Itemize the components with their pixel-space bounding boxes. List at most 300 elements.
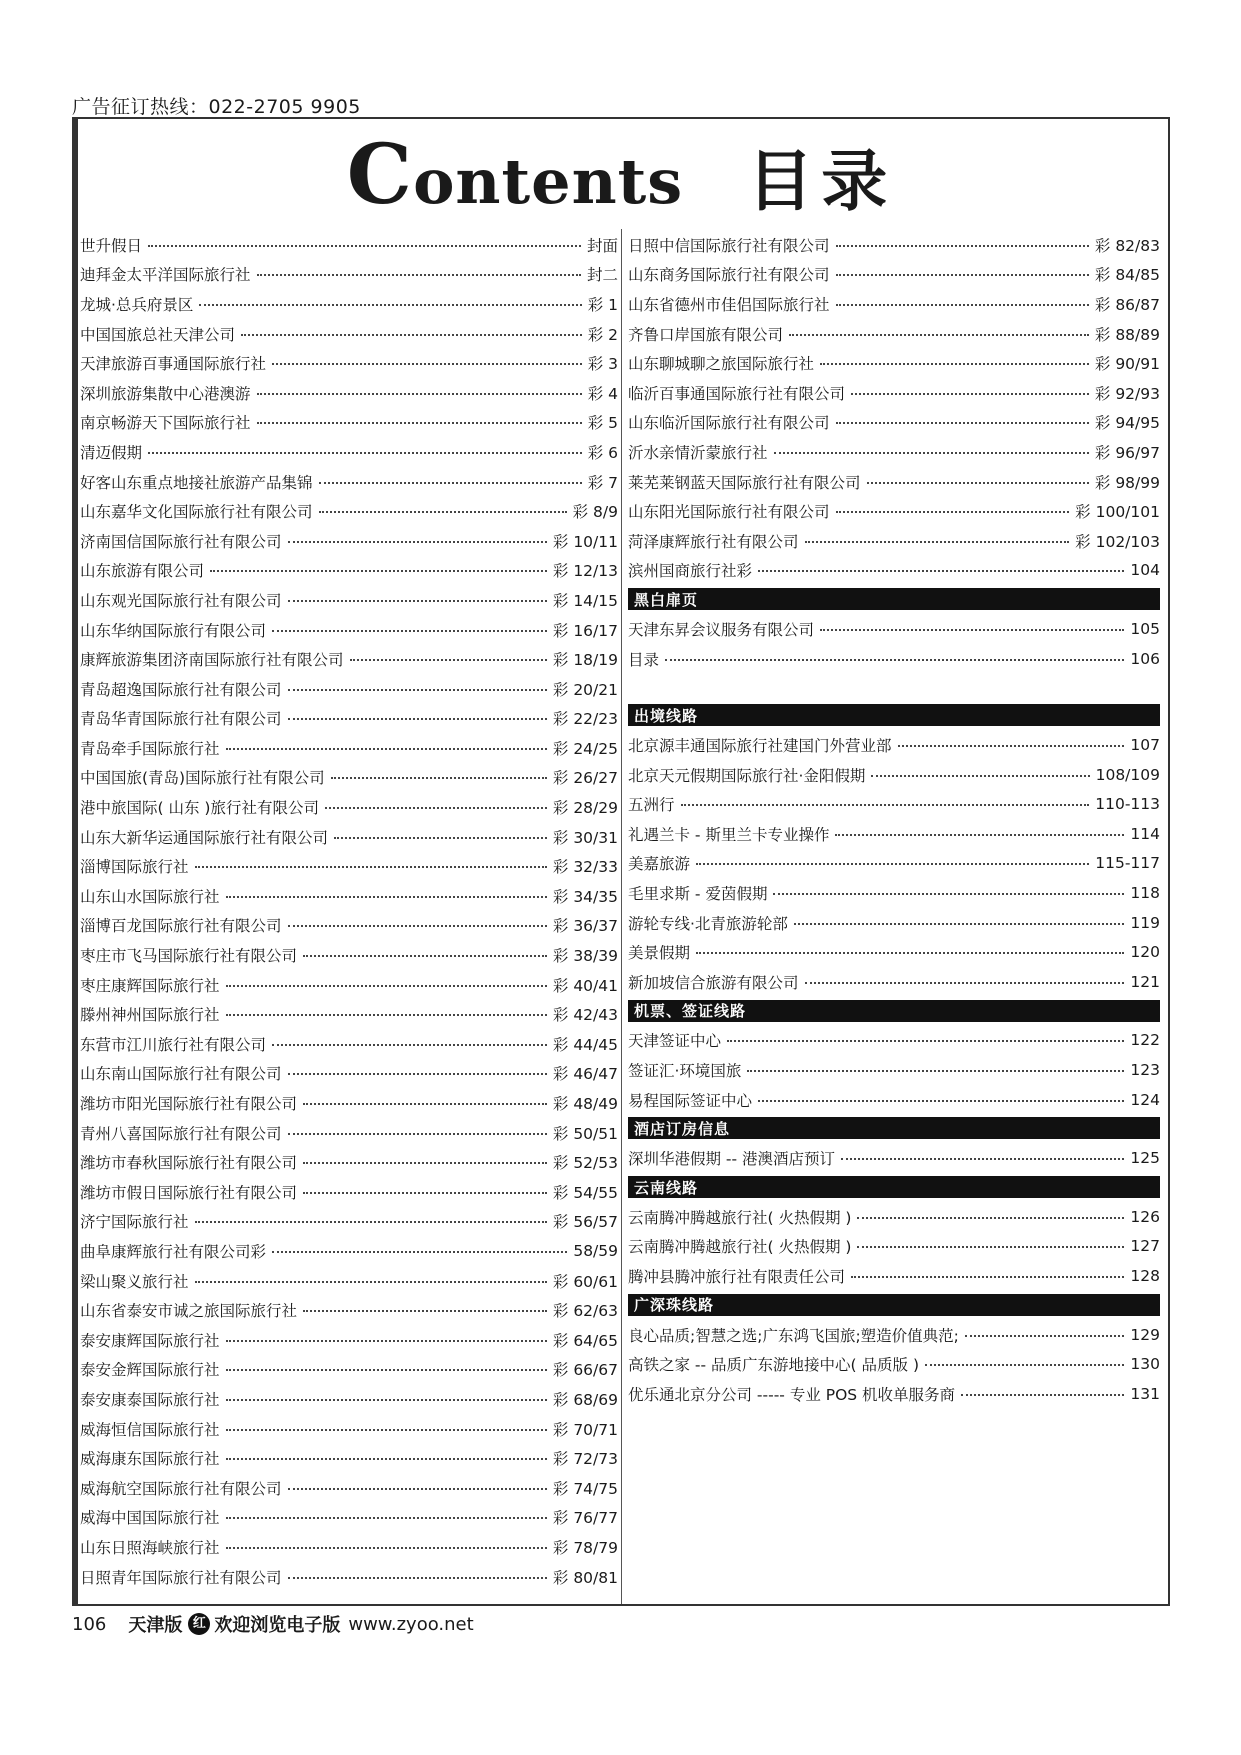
dot-leader	[805, 541, 1070, 543]
dot-leader	[272, 1044, 547, 1046]
dot-leader	[210, 570, 547, 572]
toc-entry[interactable]	[80, 289, 618, 319]
toc-entry[interactable]	[628, 644, 1160, 674]
toc-entry-page: 彩 46/47	[552, 1065, 618, 1084]
toc-entry-page: 120	[1130, 943, 1160, 962]
toc-entry-page: 彩 7	[587, 473, 618, 492]
toc-entry-page: 128	[1130, 1267, 1160, 1286]
toc-entry-title: 山东观光国际旅行社有限公司	[80, 591, 282, 610]
toc-entry-title: 山东大新华运通国际旅行社有限公司	[80, 828, 329, 847]
toc-entry-title: 云南腾冲腾越旅行社( 火热假期 )	[628, 1238, 852, 1257]
dot-leader	[836, 274, 1089, 276]
toc-entry-page: 131	[1130, 1384, 1160, 1403]
dot-leader	[841, 1158, 1124, 1160]
toc-entry-title: 济宁国际旅行社	[80, 1213, 189, 1232]
toc-entry[interactable]	[628, 408, 1160, 438]
toc-entry-title: 迪拜金太平洋国际旅行社	[80, 266, 251, 285]
toc-entry[interactable]	[628, 260, 1160, 290]
toc-entry[interactable]	[628, 1026, 1160, 1056]
toc-entry-title: 滨州国商旅行社彩	[628, 562, 753, 581]
toc-entry-title: 山东阳光国际旅行社有限公司	[628, 503, 830, 522]
dot-leader	[727, 1040, 1124, 1042]
toc-entry[interactable]	[80, 911, 618, 941]
toc-entry-page: 彩 1	[587, 295, 618, 314]
toc-entry-title: 威海航空国际旅行社有限公司	[80, 1479, 282, 1498]
toc-entry-title: 山东旅游有限公司	[80, 562, 205, 581]
page-footer	[72, 1611, 474, 1637]
dot-leader	[331, 777, 547, 779]
toc-entry-title: 泰安金辉国际旅行社	[80, 1361, 220, 1380]
toc-entry[interactable]	[628, 937, 1160, 967]
toc-entry[interactable]	[80, 822, 618, 852]
dot-leader	[789, 334, 1089, 336]
dot-leader	[288, 689, 547, 691]
toc-entry[interactable]	[628, 289, 1160, 319]
toc-entry-page: 彩 96/97	[1094, 443, 1160, 462]
toc-entry[interactable]	[628, 467, 1160, 497]
toc-entry-page: 彩 80/81	[552, 1568, 618, 1587]
toc-entry-title: 青岛华青国际旅行社有限公司	[80, 710, 282, 729]
toc-entry-title: 齐鲁口岸国旅有限公司	[628, 325, 784, 344]
toc-entry-page: 彩 76/77	[552, 1509, 618, 1528]
toc-entry-title: 临沂百事通国际旅行社有限公司	[628, 384, 846, 403]
toc-entry-title: 山东山水国际旅行社	[80, 887, 220, 906]
dot-leader	[226, 748, 547, 750]
toc-entry-title: 济南国信国际旅行社有限公司	[80, 532, 282, 551]
toc-entry[interactable]	[80, 704, 618, 734]
toc-entry[interactable]	[80, 970, 618, 1000]
toc-entry-page: 彩 82/83	[1094, 236, 1160, 255]
dot-leader	[696, 952, 1124, 954]
toc-entry[interactable]	[80, 615, 618, 645]
dot-leader	[871, 775, 1089, 777]
toc-entry-page: 彩 34/35	[552, 887, 618, 906]
toc-entry-page: 彩 28/29	[552, 799, 618, 818]
toc-entry[interactable]	[80, 437, 618, 467]
toc-entry[interactable]	[80, 1147, 618, 1177]
dot-leader	[867, 482, 1089, 484]
toc-entry[interactable]	[80, 585, 618, 615]
dot-leader	[851, 1276, 1124, 1278]
toc-entry[interactable]	[80, 644, 618, 674]
toc-entry-title: 枣庄市飞马国际旅行社有限公司	[80, 947, 298, 966]
toc-entry-title: 潍坊市阳光国际旅行社有限公司	[80, 1095, 298, 1114]
toc-entry[interactable]	[80, 1266, 618, 1296]
dot-leader	[961, 1394, 1124, 1396]
toc-entry-page: 封面	[586, 236, 618, 255]
toc-entry-page: 彩 98/99	[1094, 473, 1160, 492]
dot-leader	[272, 630, 547, 632]
toc-entry-page: 彩 20/21	[552, 680, 618, 699]
toc-entry[interactable]	[80, 1325, 618, 1355]
dot-leader	[257, 393, 582, 395]
toc-entry-page: 彩 14/15	[552, 591, 618, 610]
dot-leader	[836, 245, 1089, 247]
toc-entry[interactable]	[628, 437, 1160, 467]
toc-entry-page: 彩 74/75	[552, 1479, 618, 1498]
toc-entry-page: 彩 26/27	[552, 769, 618, 788]
toc-entry[interactable]	[628, 348, 1160, 378]
toc-entry[interactable]	[80, 1059, 618, 1089]
toc-entry-page: 彩 48/49	[552, 1095, 618, 1114]
section-header: 广深珠线路	[628, 1294, 1160, 1316]
toc-entry-title: 威海中国国际旅行社	[80, 1509, 220, 1528]
toc-entry-title: 山东聊城聊之旅国际旅行社	[628, 355, 815, 374]
dot-leader	[288, 1073, 547, 1075]
toc-entry-page: 彩 54/55	[552, 1183, 618, 1202]
toc-entry[interactable]	[80, 881, 618, 911]
toc-entry-title: 青州八喜国际旅行社有限公司	[80, 1124, 282, 1143]
section-header: 黑白扉页	[628, 588, 1160, 610]
toc-entry-title: 高铁之家 -- 品质广东游地接中心( 品质版 )	[628, 1356, 919, 1375]
dot-leader	[681, 804, 1090, 806]
toc-entry-page: 彩 86/87	[1094, 295, 1160, 314]
toc-entry[interactable]	[80, 378, 618, 408]
toc-entry-page: 彩 60/61	[552, 1272, 618, 1291]
dot-leader	[350, 659, 547, 661]
toc-entry-page: 彩 18/19	[552, 651, 618, 670]
dot-leader	[303, 1103, 547, 1105]
toc-entry[interactable]	[80, 556, 618, 586]
toc-entry[interactable]	[80, 1118, 618, 1148]
dot-leader	[319, 482, 582, 484]
toc-entry-title: 泰安康泰国际旅行社	[80, 1390, 220, 1409]
dot-leader	[288, 1488, 547, 1490]
toc-entry[interactable]	[80, 733, 618, 763]
toc-entry-page: 105	[1130, 619, 1160, 638]
toc-entry[interactable]	[80, 1384, 618, 1414]
spacer	[628, 673, 1160, 701]
dot-leader	[857, 1246, 1124, 1248]
dot-leader	[241, 334, 582, 336]
toc-entry[interactable]	[628, 1143, 1160, 1173]
toc-entry[interactable]	[80, 1295, 618, 1325]
brand-logo-icon: 红	[188, 1613, 210, 1635]
toc-entry-title: 山东嘉华文化国际旅行社有限公司	[80, 503, 313, 522]
page-title	[74, 127, 1168, 223]
dot-leader	[226, 1399, 547, 1401]
toc-entry-title: 山东南山国际旅行社有限公司	[80, 1065, 282, 1084]
dot-leader	[257, 274, 581, 276]
toc-entry[interactable]	[628, 760, 1160, 790]
toc-entry[interactable]	[80, 1029, 618, 1059]
toc-entry-page: 彩 52/53	[552, 1154, 618, 1173]
toc-entry-page: 127	[1130, 1237, 1160, 1256]
section-header: 酒店订房信息	[628, 1117, 1160, 1139]
toc-entry[interactable]	[628, 1349, 1160, 1379]
toc-entry-title: 中国国旅总社天津公司	[80, 325, 236, 344]
toc-entry-page: 彩 88/89	[1094, 325, 1160, 344]
toc-entry-page: 彩 68/69	[552, 1390, 618, 1409]
toc-entry-title: 山东商务国际旅行社有限公司	[628, 266, 830, 285]
toc-entry-page: 114	[1130, 824, 1160, 843]
toc-entry-title: 莱芜莱钢蓝天国际旅行社有限公司	[628, 473, 861, 492]
toc-entry-page: 彩 66/67	[552, 1361, 618, 1380]
title-english: Contents	[346, 127, 684, 223]
dot-leader	[226, 1429, 547, 1431]
toc-entry-page: 129	[1130, 1325, 1160, 1344]
toc-entry[interactable]	[80, 1207, 618, 1237]
dot-leader	[226, 1547, 547, 1549]
toc-entry-page: 彩 100/101	[1075, 503, 1160, 522]
toc-entry-page: 彩 30/31	[552, 828, 618, 847]
page-number: 106	[72, 1613, 107, 1635]
dot-leader	[303, 1192, 547, 1194]
toc-entry-page: 彩 90/91	[1094, 355, 1160, 374]
dot-leader	[195, 866, 547, 868]
toc-entry[interactable]	[80, 1177, 618, 1207]
dot-leader	[148, 245, 581, 247]
toc-entry-page: 122	[1130, 1031, 1160, 1050]
dot-leader	[288, 600, 547, 602]
toc-entry-title: 山东华纳国际旅行有限公司	[80, 621, 267, 640]
toc-entry[interactable]	[80, 1088, 618, 1118]
dot-leader	[319, 511, 567, 513]
dot-leader	[226, 1369, 547, 1371]
toc-column-right	[628, 230, 1160, 1409]
dot-leader	[288, 925, 547, 927]
toc-entry[interactable]	[628, 967, 1160, 997]
toc-entry-title: 龙城·总兵府景区	[80, 295, 194, 314]
toc-entry-title: 礼遇兰卡 - 斯里兰卡专业操作	[628, 825, 830, 844]
dot-leader	[195, 1281, 547, 1283]
dot-leader	[696, 863, 1089, 865]
toc-entry-page: 彩 38/39	[552, 947, 618, 966]
toc-entry[interactable]	[80, 792, 618, 822]
toc-entry-title: 南京畅游天下国际旅行社	[80, 414, 251, 433]
toc-entry-title: 易程国际签证中心	[628, 1091, 753, 1110]
toc-entry-page: 彩 62/63	[552, 1302, 618, 1321]
dot-leader	[794, 923, 1124, 925]
section-header: 云南线路	[628, 1176, 1160, 1198]
title-chinese: 目录	[747, 142, 896, 220]
toc-entry[interactable]	[628, 1055, 1160, 1085]
column-divider	[621, 229, 622, 1604]
toc-entry[interactable]	[628, 819, 1160, 849]
toc-entry[interactable]	[80, 526, 618, 556]
toc-entry[interactable]	[628, 730, 1160, 760]
dot-leader	[303, 1310, 547, 1312]
toc-entry[interactable]	[80, 408, 618, 438]
toc-entry-page: 125	[1130, 1149, 1160, 1168]
toc-entry[interactable]	[628, 1085, 1160, 1115]
toc-entry-page: 彩 5	[587, 414, 618, 433]
dot-leader	[836, 422, 1089, 424]
dot-leader	[925, 1364, 1124, 1366]
toc-entry[interactable]	[628, 908, 1160, 938]
toc-entry[interactable]	[628, 1202, 1160, 1232]
toc-entry[interactable]	[80, 851, 618, 881]
dot-leader	[857, 1217, 1124, 1219]
dot-leader	[272, 1251, 567, 1253]
dot-leader	[226, 1517, 547, 1519]
toc-entry-title: 美景假期	[628, 944, 691, 963]
dot-leader	[851, 393, 1089, 395]
dot-leader	[288, 718, 547, 720]
toc-entry-title: 美嘉旅游	[628, 855, 691, 874]
toc-entry-title: 深圳旅游集散中心港澳游	[80, 384, 251, 403]
toc-entry-page: 彩 4	[587, 384, 618, 403]
toc-entry[interactable]	[80, 230, 618, 260]
toc-entry[interactable]	[628, 849, 1160, 879]
toc-entry-page: 彩 36/37	[552, 917, 618, 936]
toc-entry-page: 108/109	[1095, 765, 1160, 784]
toc-entry-page: 彩 40/41	[552, 976, 618, 995]
ad-hotline: 广告征订热线：022-2705 9905	[72, 96, 361, 118]
toc-entry-title: 威海恒信国际旅行社	[80, 1420, 220, 1439]
toc-entry[interactable]	[80, 1532, 618, 1562]
toc-entry[interactable]	[80, 467, 618, 497]
dot-leader	[758, 1100, 1124, 1102]
toc-entry-title: 菏泽康辉旅行社有限公司	[628, 532, 799, 551]
toc-entry-title: 中国国旅(青岛)国际旅行社有限公司	[80, 769, 325, 788]
dot-leader	[226, 985, 547, 987]
toc-entry[interactable]	[628, 878, 1160, 908]
toc-entry-page: 彩 42/43	[552, 1006, 618, 1025]
dot-leader	[199, 304, 581, 306]
dot-leader	[303, 955, 547, 957]
toc-entry[interactable]	[80, 1443, 618, 1473]
toc-entry-title: 日照青年国际旅行社有限公司	[80, 1568, 282, 1587]
toc-entry-title: 签证汇·环境国旅	[628, 1062, 742, 1081]
dot-leader	[820, 629, 1124, 631]
toc-entry[interactable]	[628, 556, 1160, 586]
dot-leader	[334, 837, 547, 839]
toc-entry-title: 新加坡信合旅游有限公司	[628, 973, 799, 992]
toc-entry-title: 目录	[628, 650, 660, 669]
toc-entry-title: 世升假日	[80, 236, 143, 255]
toc-entry-title: 山东省德州市佳侣国际旅行社	[628, 295, 830, 314]
toc-entry[interactable]	[80, 674, 618, 704]
toc-entry[interactable]	[80, 999, 618, 1029]
dot-leader	[272, 363, 582, 365]
toc-entry-page: 彩 2	[587, 325, 618, 344]
toc-entry[interactable]	[80, 260, 618, 290]
toc-entry[interactable]	[628, 319, 1160, 349]
toc-entry[interactable]	[80, 1473, 618, 1503]
toc-entry[interactable]	[80, 1562, 618, 1592]
toc-entry-page: 115-117	[1095, 854, 1160, 873]
toc-entry-title: 康辉旅游集团济南国际旅行社有限公司	[80, 651, 344, 670]
toc-entry-page: 彩 102/103	[1075, 532, 1160, 551]
contents-frame	[72, 117, 1170, 1606]
toc-entry[interactable]	[80, 319, 618, 349]
dot-leader	[226, 1340, 547, 1342]
toc-entry-page: 126	[1130, 1207, 1160, 1226]
toc-entry-title: 良心品质;智慧之选;广东鸿飞国旅;塑造价值典范;	[628, 1326, 959, 1345]
toc-entry-title: 泰安康辉国际旅行社	[80, 1331, 220, 1350]
toc-entry[interactable]	[628, 378, 1160, 408]
toc-entry-page: 58/59	[573, 1241, 618, 1260]
dot-leader	[898, 745, 1125, 747]
toc-entry[interactable]	[628, 230, 1160, 260]
toc-entry-page: 124	[1130, 1090, 1160, 1109]
dot-leader	[325, 807, 547, 809]
toc-entry-page: 彩 22/23	[552, 710, 618, 729]
toc-entry-page: 彩 32/33	[552, 858, 618, 877]
toc-entry-title: 天津东昇会议服务有限公司	[628, 620, 815, 639]
toc-entry[interactable]	[80, 348, 618, 378]
toc-entry-title: 梁山聚义旅行社	[80, 1272, 189, 1291]
toc-entry[interactable]	[628, 614, 1160, 644]
toc-entry-page: 119	[1130, 913, 1160, 932]
dot-leader	[965, 1335, 1125, 1337]
toc-entry-title: 曲阜康辉旅行社有限公司彩	[80, 1242, 267, 1261]
toc-entry-title: 云南腾冲腾越旅行社( 火热假期 )	[628, 1208, 852, 1227]
website-link[interactable]: www.zyoo.net	[348, 1613, 474, 1635]
toc-entry-title: 深圳华港假期 -- 港澳酒店预订	[628, 1150, 836, 1169]
toc-entry-page: 彩 24/25	[552, 739, 618, 758]
toc-entry[interactable]	[80, 763, 618, 793]
toc-entry-title: 港中旅国际( 山东 )旅行社有限公司	[80, 799, 319, 818]
toc-entry[interactable]	[628, 496, 1160, 526]
dot-leader	[805, 982, 1125, 984]
toc-entry-page: 彩 16/17	[552, 621, 618, 640]
toc-entry[interactable]	[628, 1232, 1160, 1262]
toc-entry-title: 潍坊市春秋国际旅行社有限公司	[80, 1154, 298, 1173]
toc-entry-page: 106	[1130, 649, 1160, 668]
dot-leader	[257, 422, 582, 424]
toc-entry[interactable]	[80, 496, 618, 526]
toc-entry-title: 腾冲县腾冲旅行社有限责任公司	[628, 1268, 846, 1287]
toc-entry-title: 淄博国际旅行社	[80, 858, 189, 877]
toc-entry-title: 好客山东重点地接社旅游产品集锦	[80, 473, 313, 492]
toc-entry[interactable]	[80, 1236, 618, 1266]
toc-entry-title: 淄博百龙国际旅行社有限公司	[80, 917, 282, 936]
toc-entry-page: 118	[1130, 884, 1160, 903]
toc-entry-page: 彩 72/73	[552, 1450, 618, 1469]
toc-entry[interactable]	[80, 1503, 618, 1533]
toc-entry-title: 滕州神州国际旅行社	[80, 1006, 220, 1025]
dot-leader	[835, 834, 1124, 836]
toc-entry[interactable]	[628, 526, 1160, 556]
toc-entry-title: 日照中信国际旅行社有限公司	[628, 236, 830, 255]
toc-entry[interactable]	[628, 790, 1160, 820]
toc-entry-page: 彩 12/13	[552, 562, 618, 581]
toc-entry-title: 潍坊市假日国际旅行社有限公司	[80, 1183, 298, 1202]
toc-entry-title: 北京源丰通国际旅行社建国门外营业部	[628, 737, 892, 756]
section-header: 机票、签证线路	[628, 1000, 1160, 1022]
toc-entry-page: 121	[1130, 972, 1160, 991]
toc-entry-title: 优乐通北京分公司 ----- 专业 POS 机收单服务商	[628, 1385, 956, 1404]
toc-entry-title: 毛里求斯 - 爱茵假期	[628, 885, 768, 904]
toc-entry[interactable]	[80, 940, 618, 970]
toc-entry-page: 110-113	[1095, 795, 1160, 814]
toc-entry-page: 104	[1130, 561, 1160, 580]
toc-column-left	[80, 230, 618, 1591]
toc-entry-page: 彩 44/45	[552, 1035, 618, 1054]
toc-entry-page: 彩 78/79	[552, 1538, 618, 1557]
toc-entry[interactable]	[628, 1261, 1160, 1291]
dot-leader	[773, 893, 1124, 895]
toc-entry-title: 清迈假期	[80, 443, 143, 462]
toc-entry-page: 107	[1130, 736, 1160, 755]
toc-entry-page: 彩 50/51	[552, 1124, 618, 1143]
dot-leader	[758, 570, 1124, 572]
toc-entry[interactable]	[80, 1355, 618, 1385]
dot-leader	[836, 304, 1089, 306]
toc-entry-page: 彩 84/85	[1094, 266, 1160, 285]
toc-entry[interactable]	[628, 1379, 1160, 1409]
dot-leader	[288, 1577, 547, 1579]
toc-entry-page: 彩 64/65	[552, 1331, 618, 1350]
toc-entry[interactable]	[628, 1320, 1160, 1350]
toc-entry-page: 彩 94/95	[1094, 414, 1160, 433]
toc-entry[interactable]	[80, 1414, 618, 1444]
toc-entry-page: 封二	[586, 266, 618, 285]
toc-entry-page: 彩 3	[587, 355, 618, 374]
dot-leader	[148, 452, 582, 454]
